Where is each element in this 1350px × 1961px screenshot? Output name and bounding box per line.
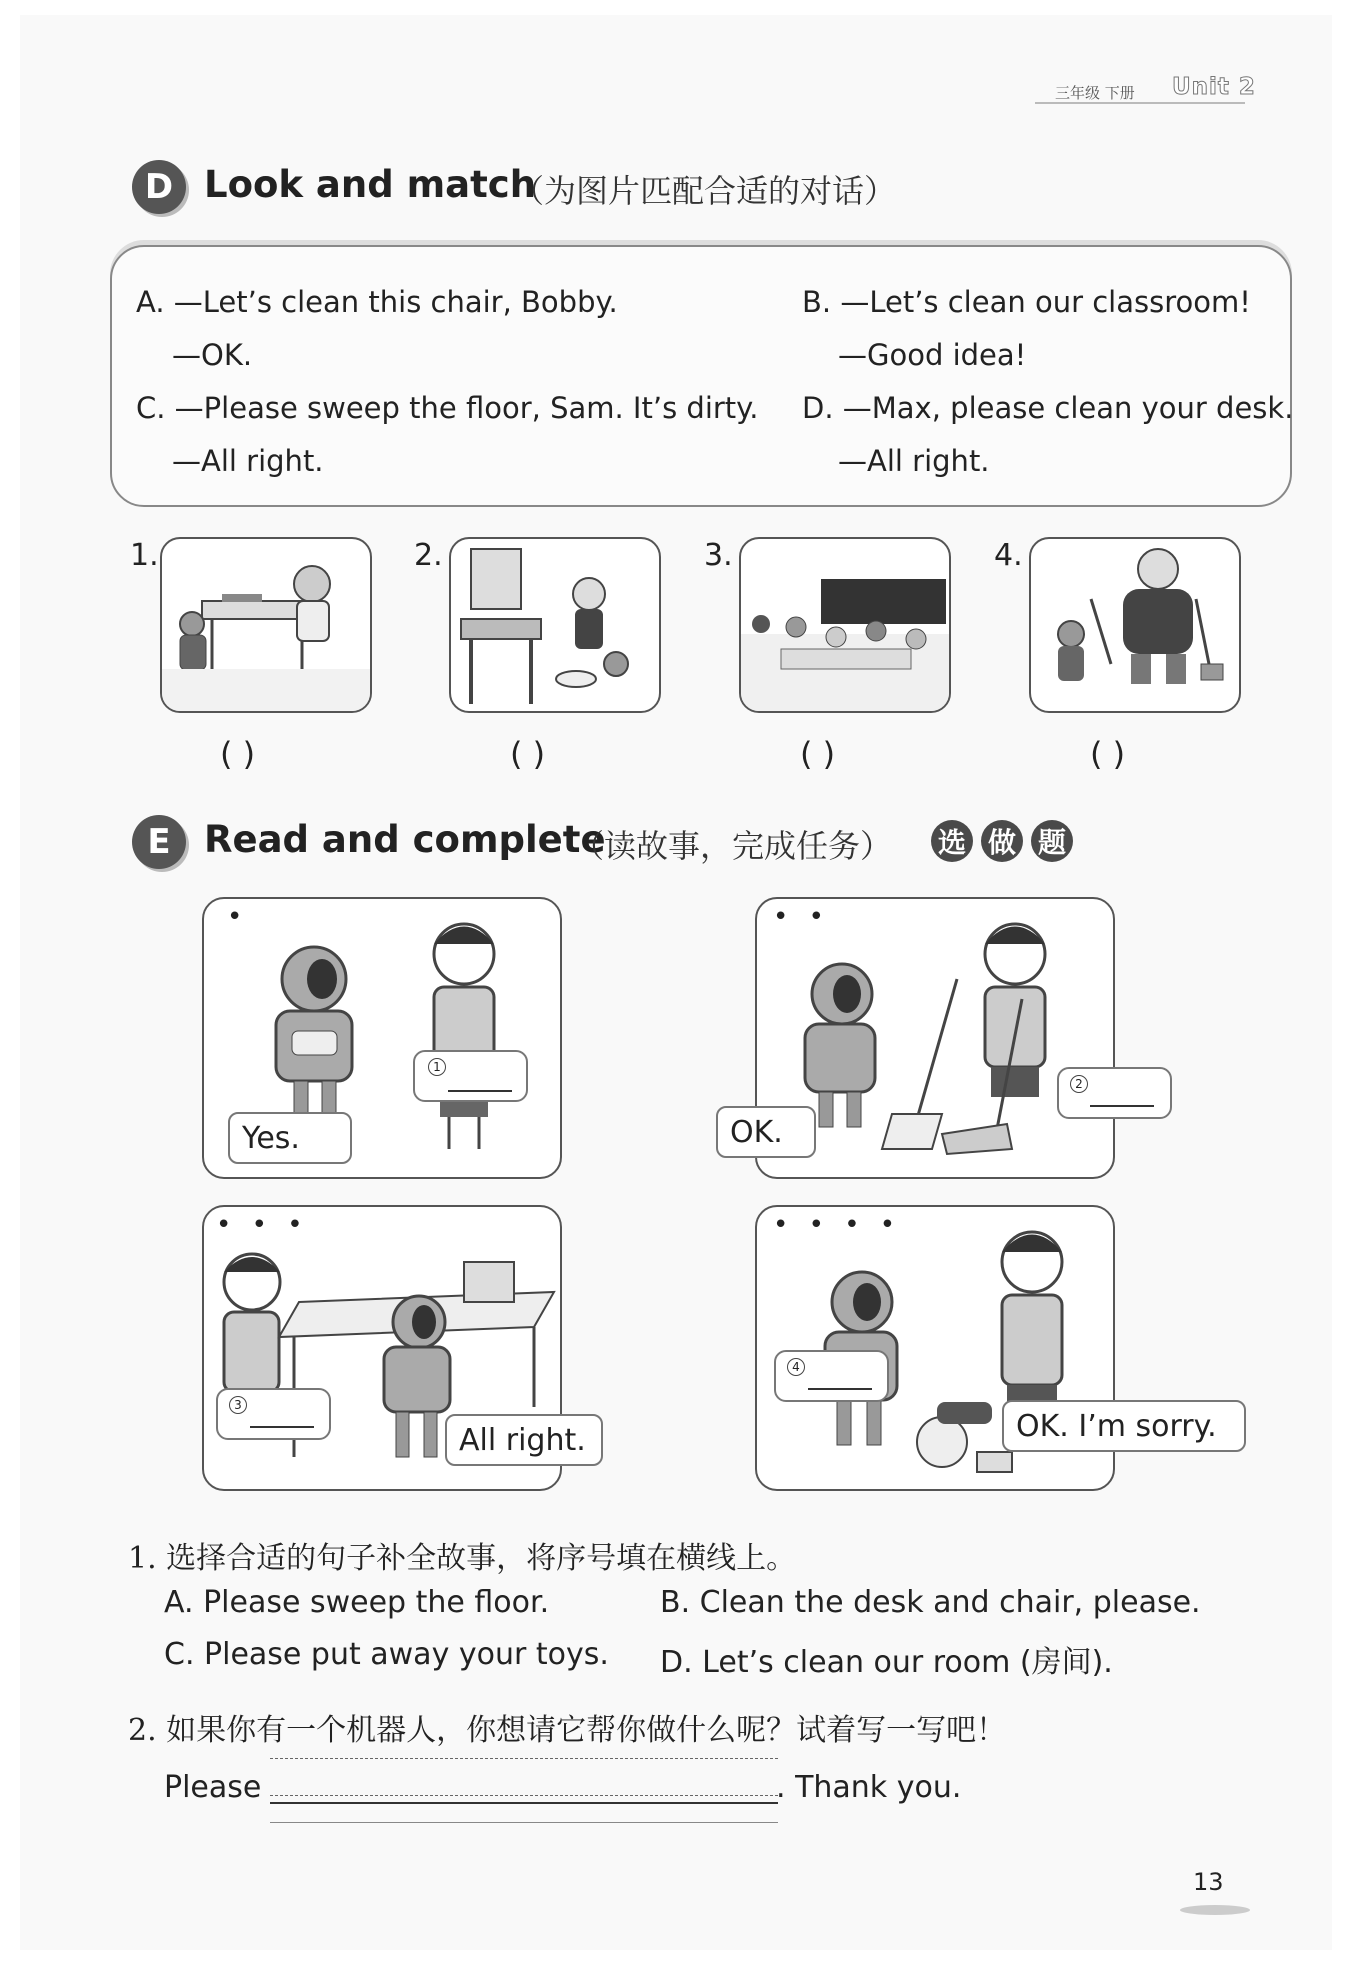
page-number: 13 [1193, 1868, 1224, 1896]
option-d-line1: D. —Max, please clean your desk. [802, 391, 1294, 425]
option-c-line1: C. —Please sweep the floor, Sam. It’s dirty. [136, 391, 759, 425]
picture-3-frame [739, 537, 951, 713]
task-1-option-d: D. Let’s clean our room (房间). [660, 1645, 1113, 1680]
panel-3-robot-bubble [445, 1414, 603, 1466]
option-c-line2: —All right. [172, 444, 324, 478]
header-grade: 三年级 下册 [1055, 84, 1135, 102]
task-2-prompt: 2. 如果你有一个机器人，你想请它帮你做什么呢？试着写一写吧！ [128, 1713, 1007, 1748]
panel-2-blank-number: 2 [1070, 1075, 1088, 1093]
picture-2-number: 2. [414, 538, 443, 573]
panel-4-order-dots: • • • • [773, 1210, 902, 1240]
panel-2-order-dots: • • [773, 902, 830, 932]
panel-2-blank-bubble[interactable] [1057, 1067, 1172, 1119]
panel-1-order-dots: • [227, 902, 249, 932]
picture-4-answer-blank[interactable]: ( ) [1090, 735, 1126, 773]
task-1-option-c: C. Please put away your toys. [164, 1637, 609, 1672]
picture-1-illustration [162, 539, 370, 711]
section-d-title: Look and match [204, 163, 537, 206]
option-d-line2: —All right. [838, 444, 990, 478]
panel-2-robot-text: OK. [730, 1114, 783, 1150]
picture-3-illustration [741, 539, 949, 711]
panel-4-blank-bubble[interactable] [774, 1350, 889, 1402]
option-a-line1: A. —Let’s clean this chair, Bobby. [136, 285, 618, 319]
panel-1-answer-line[interactable] [448, 1090, 512, 1092]
picture-1-frame [160, 537, 372, 713]
picture-4-frame [1029, 537, 1241, 713]
tag-zuo: 做 [981, 820, 1023, 862]
writing-line-middle [270, 1795, 778, 1796]
panel-1-blank-number: 1 [428, 1058, 446, 1076]
panel-4-boy-bubble [1002, 1400, 1246, 1452]
panel-3-blank-bubble[interactable] [216, 1388, 331, 1440]
picture-4-number: 4. [994, 538, 1023, 573]
header-unit: Unit 2 [1172, 74, 1256, 100]
section-e-instruction: （读故事，完成任务） [572, 827, 893, 865]
panel-2-robot-bubble [716, 1106, 816, 1158]
picture-3-number: 3. [704, 538, 733, 573]
panel-1-robot-text: Yes. [242, 1120, 300, 1156]
picture-1-number: 1. [130, 538, 159, 573]
panel-2-answer-line[interactable] [1090, 1105, 1154, 1107]
section-e-title: Read and complete [204, 818, 606, 861]
option-b-line1: B. —Let’s clean our classroom! [802, 285, 1251, 319]
section-d-instruction: （为图片匹配合适的对话） [512, 172, 897, 210]
panel-4-boy-text: OK. I’m sorry. [1016, 1408, 1217, 1444]
picture-2-frame [449, 537, 661, 713]
tag-xuan: 选 [931, 820, 973, 862]
picture-2-illustration [451, 539, 659, 711]
panel-3-answer-line[interactable] [250, 1426, 314, 1428]
panel-4-answer-line[interactable] [808, 1388, 872, 1390]
task-2-start-text: Please [164, 1770, 262, 1805]
panel-3-robot-text: All right. [459, 1422, 586, 1458]
panel-4-blank-number: 4 [787, 1358, 805, 1376]
task-1-prompt: 1. 选择合适的句子补全故事，将序号填在横线上。 [128, 1541, 797, 1576]
writing-line-bottom [270, 1822, 778, 1823]
writing-answer-line[interactable] [270, 1802, 778, 1804]
page-number-swoosh [1180, 1905, 1250, 1915]
picture-1-answer-blank[interactable]: ( ) [220, 735, 256, 773]
picture-4-illustration [1031, 539, 1239, 711]
section-d-badge: D [132, 160, 186, 214]
section-e-badge: E [132, 815, 186, 869]
picture-2-answer-blank[interactable]: ( ) [510, 735, 546, 773]
writing-line-top [270, 1758, 778, 1759]
picture-3-answer-blank[interactable]: ( ) [800, 735, 836, 773]
task-1-option-a: A. Please sweep the floor. [164, 1585, 550, 1620]
tag-ti: 题 [1031, 820, 1073, 862]
option-a-line2: —OK. [172, 338, 253, 372]
panel-3-blank-number: 3 [229, 1396, 247, 1414]
panel-1-robot-bubble [228, 1112, 352, 1164]
task-2-end-text: . Thank you. [776, 1770, 962, 1805]
panel-1-blank-bubble[interactable] [413, 1050, 528, 1102]
task-1-option-b: B. Clean the desk and chair, please. [660, 1585, 1201, 1620]
panel-3-order-dots: • • • [216, 1210, 309, 1240]
option-b-line2: —Good idea! [838, 338, 1027, 372]
